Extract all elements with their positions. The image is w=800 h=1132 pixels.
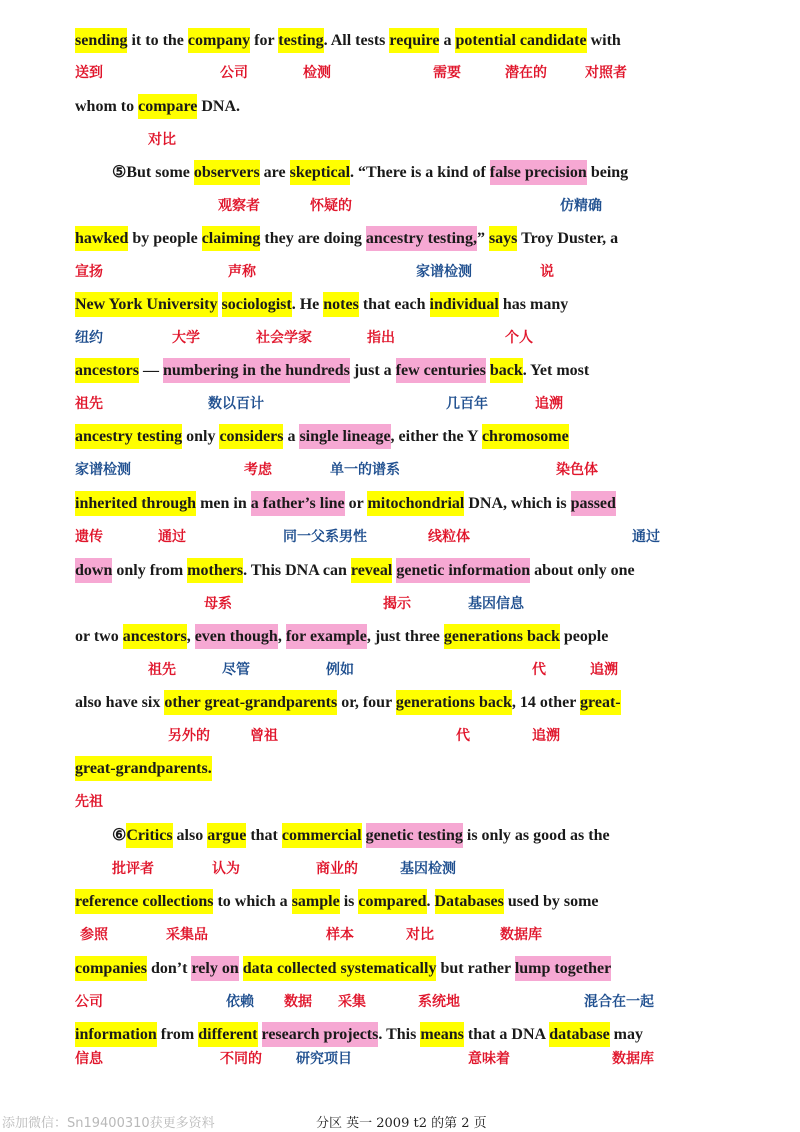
text-run: or, four xyxy=(337,694,396,711)
text-run: , 14 other xyxy=(511,694,581,711)
highlight-yellow: compared xyxy=(358,889,426,914)
highlight-yellow: claiming xyxy=(202,226,261,251)
highlight-pink: research projects xyxy=(262,1022,379,1047)
english-line-2 xyxy=(75,90,735,124)
gloss: 染色体 xyxy=(556,462,598,478)
gloss: 个人 xyxy=(505,330,533,346)
highlight-yellow: means xyxy=(420,1022,464,1047)
text-run: , xyxy=(277,628,286,645)
text-run: a xyxy=(283,428,300,445)
gloss: 检测 xyxy=(303,65,331,81)
gloss: 潜在的 xyxy=(505,65,547,81)
text-run: are xyxy=(259,164,290,181)
text-run: a xyxy=(439,32,456,49)
highlight-yellow: company xyxy=(188,28,250,53)
gloss: 采集品 xyxy=(166,927,208,943)
highlight-pink: few centuries xyxy=(396,358,486,383)
english-line-15 xyxy=(75,952,735,986)
text-run: men in xyxy=(196,495,251,512)
text-run: Troy Duster, a xyxy=(517,230,619,247)
text-run: is xyxy=(339,893,359,910)
highlight-yellow: considers xyxy=(219,424,283,449)
gloss: 追溯 xyxy=(535,396,563,412)
gloss: 几百年 xyxy=(446,396,488,412)
page-footer: 分区 英一 2009 t2 的第 2 页 xyxy=(316,1116,487,1131)
highlight-yellow: require xyxy=(389,28,439,53)
text-run: people xyxy=(559,628,609,645)
highlight-yellow: generations back xyxy=(396,690,512,715)
gloss: 意味着 xyxy=(468,1051,510,1067)
gloss: 宣扬 xyxy=(75,264,103,280)
highlight-yellow: compare xyxy=(138,94,197,119)
gloss: 追溯 xyxy=(590,662,618,678)
gloss: 先祖 xyxy=(75,794,103,810)
text-run: — xyxy=(138,362,163,379)
gloss: 同一父系男性 xyxy=(283,529,367,545)
highlight-yellow: testing xyxy=(278,28,323,53)
highlight-yellow: reveal xyxy=(351,558,392,583)
highlight-yellow: reference collections xyxy=(75,889,213,914)
highlight-pink: genetic information xyxy=(396,558,530,583)
english-line-5 xyxy=(75,288,735,322)
gloss: 指出 xyxy=(367,330,395,346)
gloss: 数据库 xyxy=(612,1051,654,1067)
text-run: . Yet most xyxy=(522,362,590,379)
highlight-yellow: different xyxy=(198,1022,257,1047)
gloss: 代 xyxy=(532,662,546,678)
gloss: 尽管 xyxy=(222,662,250,678)
highlight-yellow: great-grandparents. xyxy=(75,756,212,781)
highlight-yellow: inherited through xyxy=(75,491,196,516)
highlight-yellow: ancestry testing xyxy=(75,424,182,449)
gloss: 商业的 xyxy=(316,861,358,877)
text-run xyxy=(258,1022,262,1047)
highlight-pink: false precision xyxy=(490,160,587,185)
highlight-yellow: other great-grandparents xyxy=(164,690,337,715)
text-run: used by some xyxy=(503,893,599,910)
gloss: 大学 xyxy=(172,330,200,346)
text-run: . All tests xyxy=(323,32,390,49)
text-run: that xyxy=(246,827,282,844)
gloss: 批评者 xyxy=(112,861,154,877)
text-run: also have six xyxy=(75,694,165,711)
gloss: 研究项目 xyxy=(296,1051,352,1067)
english-line-9 xyxy=(75,554,735,588)
gloss: 社会学家 xyxy=(256,330,312,346)
highlight-yellow: skeptical xyxy=(290,160,350,185)
english-line-4 xyxy=(75,222,735,256)
highlight-yellow: back xyxy=(490,358,523,383)
text-run: with xyxy=(586,32,621,49)
gloss: 说 xyxy=(540,264,554,280)
highlight-pink: passed xyxy=(571,491,616,516)
gloss: 不同的 xyxy=(220,1051,262,1067)
text-run: it to the xyxy=(127,32,188,49)
gloss: 数以百计 xyxy=(208,396,264,412)
gloss: 仿精确 xyxy=(560,198,602,214)
gloss: 另外的 xyxy=(168,728,210,744)
text-run: . He xyxy=(291,296,324,313)
gloss: 曾祖 xyxy=(250,728,278,744)
text-run: ” xyxy=(476,230,489,247)
highlight-pink: single lineage xyxy=(299,424,390,449)
text-run: . This DNA can xyxy=(243,562,351,579)
english-line-11 xyxy=(75,686,735,720)
text-run: , just three xyxy=(366,628,444,645)
text-run: they are doing xyxy=(260,230,366,247)
highlight-pink: down xyxy=(75,558,112,583)
gloss: 数据 xyxy=(284,994,312,1010)
highlight-yellow: sample xyxy=(292,889,340,914)
gloss: 数据库 xyxy=(500,927,542,943)
gloss: 认为 xyxy=(212,861,240,877)
highlight-yellow: mothers xyxy=(187,558,243,583)
highlight-yellow: generations back xyxy=(444,624,560,649)
gloss: 系统地 xyxy=(418,994,460,1010)
text-run: for xyxy=(250,32,279,49)
text-run: only from xyxy=(112,562,188,579)
text-run: has many xyxy=(498,296,569,313)
highlight-yellow: individual xyxy=(430,292,499,317)
highlight-yellow: information xyxy=(75,1022,157,1047)
gloss: 祖先 xyxy=(75,396,103,412)
english-line-3 xyxy=(112,156,772,190)
highlight-yellow: database xyxy=(549,1022,609,1047)
gloss: 纽约 xyxy=(75,330,103,346)
gloss: 需要 xyxy=(433,65,461,81)
highlight-yellow: University xyxy=(146,292,217,317)
text-run: only xyxy=(182,428,220,445)
english-line-6 xyxy=(75,354,735,388)
text-run: . “There is a kind of xyxy=(350,164,490,181)
gloss: 公司 xyxy=(75,994,103,1010)
gloss: 参照 xyxy=(80,927,108,943)
highlight-pink: rely on xyxy=(191,956,238,981)
highlight-yellow: sending xyxy=(75,28,127,53)
highlight-yellow: commercial xyxy=(282,823,362,848)
text-run: about only one xyxy=(530,562,635,579)
gloss: 考虑 xyxy=(244,462,272,478)
english-line-1 xyxy=(75,24,735,58)
english-line-12 xyxy=(75,752,735,786)
gloss: 对比 xyxy=(406,927,434,943)
english-line-10 xyxy=(75,620,735,654)
text-run: or xyxy=(344,495,368,512)
text-run: that each xyxy=(358,296,430,313)
highlight-pink: ancestry testing, xyxy=(366,226,477,251)
highlight-yellow: mitochondrial xyxy=(367,491,464,516)
english-line-8 xyxy=(75,487,735,521)
highlight-yellow: Databases xyxy=(435,889,504,914)
gloss: 怀疑的 xyxy=(310,198,352,214)
highlight-yellow: Critics xyxy=(126,823,172,848)
gloss: 样本 xyxy=(326,927,354,943)
text-run: don’t xyxy=(147,960,192,977)
text-run: that a DNA xyxy=(463,1026,550,1043)
text-run: is only as good as the xyxy=(462,827,610,844)
gloss: 信息 xyxy=(75,1051,103,1067)
gloss: 通过 xyxy=(632,529,660,545)
gloss: 对比 xyxy=(148,132,176,148)
text-run: to which a xyxy=(213,893,292,910)
highlight-pink: numbering in the hundreds xyxy=(163,358,350,383)
gloss: 混合在一起 xyxy=(584,994,654,1010)
gloss: 线粒体 xyxy=(428,529,470,545)
text-run xyxy=(362,823,366,848)
gloss: 通过 xyxy=(158,529,186,545)
gloss: 例如 xyxy=(326,662,354,678)
text-run: , either the Y xyxy=(390,428,482,445)
highlight-yellow: ancestors xyxy=(75,358,139,383)
highlight-yellow: ancestors xyxy=(123,624,187,649)
gloss: 代 xyxy=(456,728,470,744)
watermark-text: 添加微信：Sn19400310获更多资料 xyxy=(2,1116,215,1131)
gloss: 送到 xyxy=(75,65,103,81)
text-run: . xyxy=(426,893,435,910)
text-run: DNA. xyxy=(197,98,241,115)
text-run: , xyxy=(186,628,195,645)
highlight-yellow: data collected systematically xyxy=(243,956,437,981)
english-line-7 xyxy=(75,420,735,454)
highlight-pink: a father’s line xyxy=(251,491,345,516)
text-run: or two xyxy=(75,628,123,645)
gloss: 采集 xyxy=(338,994,366,1010)
highlight-yellow: says xyxy=(489,226,517,251)
highlight-pink: genetic testing xyxy=(366,823,463,848)
highlight-pink: lump together xyxy=(515,956,611,981)
highlight-yellow: companies xyxy=(75,956,147,981)
english-line-13 xyxy=(112,819,772,853)
text-run: by people xyxy=(128,230,202,247)
text-run: whom to xyxy=(75,98,139,115)
highlight-yellow: potential candidate xyxy=(455,28,586,53)
highlight-yellow: sociologist xyxy=(222,292,292,317)
text-run: DNA, which is xyxy=(464,495,571,512)
gloss: 遗传 xyxy=(75,529,103,545)
gloss: 祖先 xyxy=(148,662,176,678)
highlight-yellow: hawked xyxy=(75,226,128,251)
highlight-yellow: great- xyxy=(580,690,621,715)
highlight-pink: for example xyxy=(286,624,367,649)
gloss: 对照者 xyxy=(585,65,627,81)
gloss: 家谱检测 xyxy=(416,264,472,280)
highlight-yellow: notes xyxy=(323,292,359,317)
gloss: 观察者 xyxy=(218,198,260,214)
gloss: 母系 xyxy=(204,596,232,612)
highlight-yellow: New York xyxy=(75,292,146,317)
gloss: 依赖 xyxy=(226,994,254,1010)
highlight-pink: even though xyxy=(195,624,278,649)
highlight-yellow: argue xyxy=(207,823,246,848)
gloss: 单一的谱系 xyxy=(330,462,400,478)
gloss: 家谱检测 xyxy=(75,462,131,478)
gloss: 基因检测 xyxy=(400,861,456,877)
text-run: but rather xyxy=(436,960,515,977)
gloss: 声称 xyxy=(228,264,256,280)
gloss: 基因信息 xyxy=(468,596,524,612)
gloss: 公司 xyxy=(220,65,248,81)
text-run: ⑥ xyxy=(112,827,127,844)
text-run xyxy=(218,292,222,317)
text-run: ⑤But some xyxy=(112,164,194,181)
text-run: from xyxy=(156,1026,199,1043)
gloss: 追溯 xyxy=(532,728,560,744)
text-run: . This xyxy=(378,1026,421,1043)
text-run: being xyxy=(586,164,629,181)
highlight-yellow: observers xyxy=(194,160,260,185)
text-run: may xyxy=(609,1026,643,1043)
highlight-yellow: chromosome xyxy=(482,424,569,449)
text-run: also xyxy=(172,827,208,844)
text-run: just a xyxy=(349,362,396,379)
gloss: 揭示 xyxy=(383,596,411,612)
english-line-14 xyxy=(75,885,735,919)
